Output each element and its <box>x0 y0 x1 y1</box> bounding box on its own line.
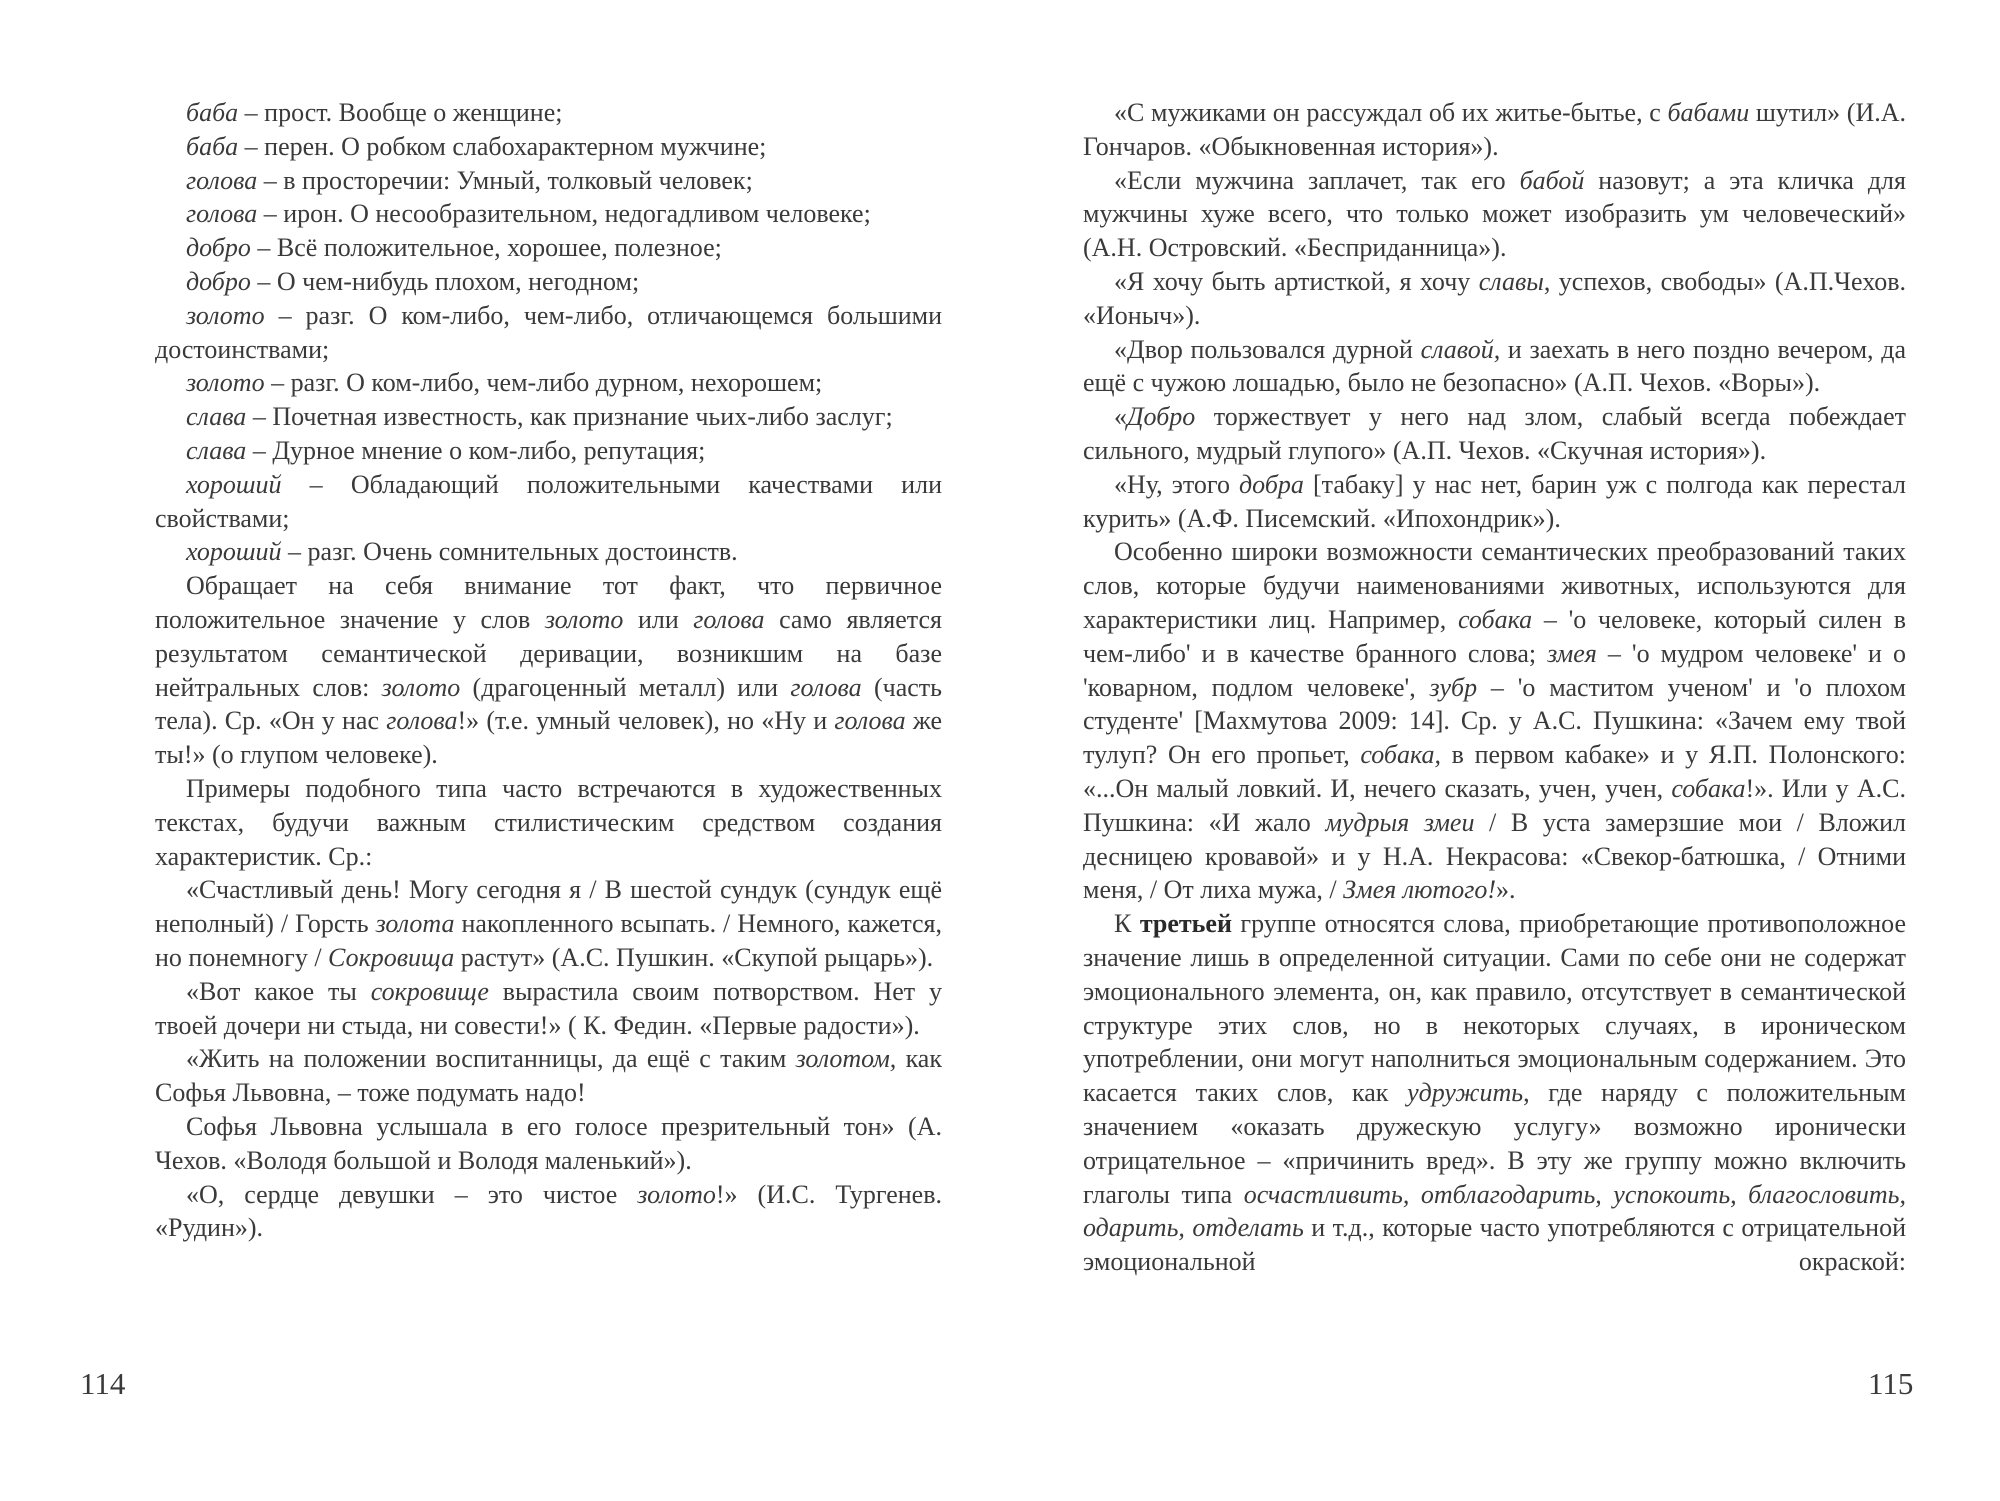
quote-paragraph <box>1083 400 1906 468</box>
italic-word: мудрыя змеи <box>1325 807 1475 837</box>
text-run: в первом кабаке» и у Я.П. Полонского: «...Он малый ловкий. И, нечего сказать, учен, учен, <box>1083 740 1907 803</box>
text-run: К <box>1114 909 1140 939</box>
text-run: и т.д., которые часто употребляются с отрицательной эмоциональной окраской: <box>1083 1213 1906 1277</box>
entry-term: золото <box>186 300 265 330</box>
italic-word: собака <box>1458 604 1533 634</box>
italic-word: славы <box>1478 266 1544 296</box>
text-run: !» (т.е. умный человек), но «Ну и <box>457 706 835 736</box>
text-run: (драгоценный металл) или <box>460 672 791 702</box>
quote-paragraph <box>1083 333 1906 401</box>
quote-paragraph <box>1083 164 1906 265</box>
entry-term: добро <box>186 266 251 296</box>
quote-paragraph <box>155 1178 942 1246</box>
text-run: «Если мужчина заплачет, так его <box>1114 165 1520 195</box>
text-run: «Счастливый день! Могу сегодня я / В шестой сундук (сундук ещё неполный) / Горсть <box>155 875 942 939</box>
italic-word: удружить <box>1407 1078 1524 1108</box>
right-page <box>1083 96 1906 1279</box>
entry-definition: – Обладающий положительными качествами или свойствами; <box>155 469 942 533</box>
italic-word: золота <box>375 909 455 939</box>
dictionary-entry <box>155 299 942 367</box>
body-paragraph <box>1083 535 1906 907</box>
entry-definition: – Почетная известность, как признание чьих-либо заслуг; <box>246 402 893 432</box>
entry-definition: – О чем-нибудь плохом, негодном; <box>250 266 640 296</box>
body-paragraph <box>1083 907 1906 1279</box>
text-run: « <box>1114 402 1127 432</box>
dictionary-entry <box>155 265 942 299</box>
entry-term: голова <box>186 199 258 229</box>
dictionary-entry <box>155 400 942 434</box>
text-run: – 'о человеке, который силен в чем-либо' и в качестве бранного слова; <box>1083 604 1906 668</box>
text-run: – 'о маститом ученом' и 'о плохом студенте' [Махмутова 2009: 14]. Ср. у А.С. Пушкина: «Зачем ему твой тулуп? Он его пропьет, <box>1083 672 1906 770</box>
entry-definition: – ирон. О несообразительном, недогадливом человеке; <box>257 199 871 229</box>
italic-word: бабой <box>1519 165 1585 195</box>
body-paragraph <box>155 569 942 772</box>
entry-definition: – Всё положительное, хорошее, полезное; <box>250 233 722 263</box>
entry-term: хороший <box>186 469 282 499</box>
text-run: как Софья Львовна, – тоже подумать надо! <box>155 1044 942 1108</box>
entry-term: добро <box>186 233 251 263</box>
italic-word: Сокровища <box>328 942 455 972</box>
text-run: , успехов, свободы» (А.П.Чехов. «Ионыч»). <box>1083 266 1906 330</box>
text-run: / В уста замерзшие мои / Вложил десницею кровавой» и у Н.А. Некрасова: «Свекор-батюшка, / Отними меня, / От лиха мужа, / <box>1083 807 1906 905</box>
page-number-left: 114 <box>80 1366 126 1401</box>
text-run: – 'о мудром человеке' и о 'коварном, подлом человеке', <box>1083 638 1906 702</box>
italic-word: собака <box>1671 773 1746 803</box>
entry-definition: – разг. Очень сомнительных достоинств. <box>281 537 738 567</box>
italic-word: голова <box>386 706 458 736</box>
text-run: же ты!» (о глупом человеке). <box>155 706 942 770</box>
italic-word: добра <box>1239 469 1304 499</box>
entry-definition: – перен. О робком слабохарактерном мужчине; <box>238 131 767 161</box>
left-page <box>155 96 942 1245</box>
entry-term: баба <box>186 98 239 127</box>
italic-word: Змея лютого! <box>1343 875 1496 905</box>
text-run: Особенно широки возможности семантических преобразований таких слов, которые будучи наименованиями животных, используются для характеристики лиц. Например, <box>1083 537 1906 634</box>
body-paragraph <box>155 772 942 873</box>
italic-word: славой, <box>1420 334 1501 364</box>
italic-word: золото <box>381 672 461 702</box>
dictionary-entry <box>155 96 942 130</box>
text-run: или <box>623 604 694 634</box>
entry-definition: – разг. О ком-либо, чем-либо дурном, нехорошем; <box>264 368 823 398</box>
quote-paragraph <box>155 1110 942 1178</box>
entry-term: голова <box>186 165 258 195</box>
right-page-text <box>1083 96 1906 1279</box>
text-run: шутил» (И.А. Гончаров. «Обыкновенная история»). <box>1083 98 1906 161</box>
text-run: [табаку] у нас нет, барин уж с полгода как перестал курить» (А.Ф. Писемский. «Ипохондрик»). <box>1083 469 1906 533</box>
dictionary-entry <box>155 197 942 231</box>
entry-term: слава <box>186 435 247 465</box>
italic-word: бабами <box>1667 98 1750 127</box>
text-run: (часть тела). Ср. «Он у нас <box>155 672 942 736</box>
italic-word: голова <box>790 672 862 702</box>
text-run: «О, сердце девушки – это чистое <box>186 1179 638 1209</box>
quote-paragraph <box>1083 96 1906 164</box>
text-run: ». <box>1496 875 1516 905</box>
entry-definition: – прост. Вообще о женщине; <box>238 98 563 127</box>
text-run: «Вот какое ты <box>186 976 371 1006</box>
bold-word: третьей <box>1139 909 1232 939</box>
italic-word: Добро <box>1127 402 1196 432</box>
italic-word: голова <box>834 706 906 736</box>
quote-paragraph <box>1083 468 1906 536</box>
text-run: назовут; а эта кличка для мужчины хуже всего, что только может изобразить ум человеческий» (А.Н. Островский. «Бесприданница»). <box>1083 165 1906 263</box>
dictionary-entry <box>155 231 942 265</box>
dictionary-entry <box>155 130 942 164</box>
text-run: само является результатом семантической деривации, возникшим на базе нейтральных слов: <box>155 604 942 702</box>
text-run: , где наряду с положительным значением «оказать дружескую услугу» возможно иронически отрицательное – «причинить вред». В эту же группу можно включить глаголы типа <box>1083 1078 1906 1209</box>
text-run: накопленного всыпать. / Немного, кажется, но понемногу / <box>155 909 943 972</box>
text-run: Примеры подобного типа часто встречаются в художественных текстах, будучи важным стилистическим средством создания характеристик. Ср.: <box>155 773 942 871</box>
text-run: «Ну, этого <box>1114 469 1240 499</box>
italic-word: зубр <box>1429 672 1478 702</box>
quote-paragraph <box>155 873 942 974</box>
entry-term: баба <box>186 131 239 161</box>
text-run: группе относятся слова, приобретающие противоположное значение лишь в определенной ситуации. Сами по себе они не содержат эмоционального элемента, он, как правило, отсутствует в семантической структуре этих слов, но в некоторых случаях, в ироническом употреблении, они могут наполниться эмоциональным содержанием. Это касается таких слов, как <box>1083 909 1907 1108</box>
dictionary-entry <box>155 434 942 468</box>
text-run: «Жить на положении воспитанницы, да ещё с таким <box>186 1044 796 1074</box>
text-run: Обращает на себя внимание тот факт, что первичное положительное значение у слов <box>155 571 942 634</box>
text-run: «С мужиками он рассуждал об их житье-бытье, с <box>1114 98 1668 127</box>
entry-term: золото <box>186 368 265 398</box>
text-run: торжествует у него над злом, слабый всегда побеждает сильного, мудрый глупого» (А.П. Чехов. «Скучная история»). <box>1083 402 1906 465</box>
quote-paragraph <box>155 975 942 1043</box>
entry-definition: – Дурное мнение о ком-либо, репутация; <box>246 435 706 465</box>
text-run: !» (И.С. Тургенев. «Рудин»). <box>155 1179 942 1243</box>
text-run: растут» (А.С. Пушкин. «Скупой рыцарь»). <box>454 942 934 972</box>
italic-word: собака, <box>1360 740 1442 770</box>
quote-paragraph <box>155 1042 942 1110</box>
italic-word: золото <box>544 604 624 634</box>
dictionary-entry <box>155 164 942 198</box>
page-number-right: 115 <box>1868 1366 1914 1401</box>
text-run: «Я хочу быть артисткой, я хочу <box>1114 266 1479 296</box>
text-run: !». Или у А.С. Пушкина: «И жало <box>1083 773 1906 837</box>
entry-definition: – разг. О ком-либо, чем-либо, отличающемся большими достоинствами; <box>155 300 942 364</box>
left-page-text <box>155 96 942 1245</box>
dictionary-entry <box>155 535 942 569</box>
italic-word: голова <box>693 604 765 634</box>
text-run: и заехать в него поздно вечером, да ещё с чужою лошадью, было не безопасно» (А.П. Чехов. «Воры»). <box>1083 334 1906 398</box>
entry-definition: – в просторечии: Умный, толковый человек; <box>257 165 753 195</box>
text-run: «Двор пользовался дурной <box>1114 334 1421 364</box>
entry-term: хороший <box>186 537 282 567</box>
dictionary-entry <box>155 366 942 400</box>
italic-word: золотом, <box>795 1044 897 1074</box>
text-run: Софья Львовна услышала в его голосе презрительный тон» (А. Чехов. «Володя большой и Володя маленький»). <box>155 1111 942 1175</box>
text-run: вырастила своим потворством. Нет у твоей дочери ни стыда, ни совести!» ( К. Федин. «Первые радости»). <box>155 976 942 1040</box>
italic-word: осчастливить, отблагодарить, успокоить, благословить, одарить, отделать <box>1083 1179 1906 1243</box>
dictionary-entry <box>155 468 942 536</box>
italic-word: змея <box>1547 638 1597 668</box>
italic-word: сокровище <box>370 976 489 1006</box>
quote-paragraph <box>1083 265 1906 333</box>
italic-word: золото <box>637 1179 716 1209</box>
entry-term: слава <box>186 402 247 432</box>
